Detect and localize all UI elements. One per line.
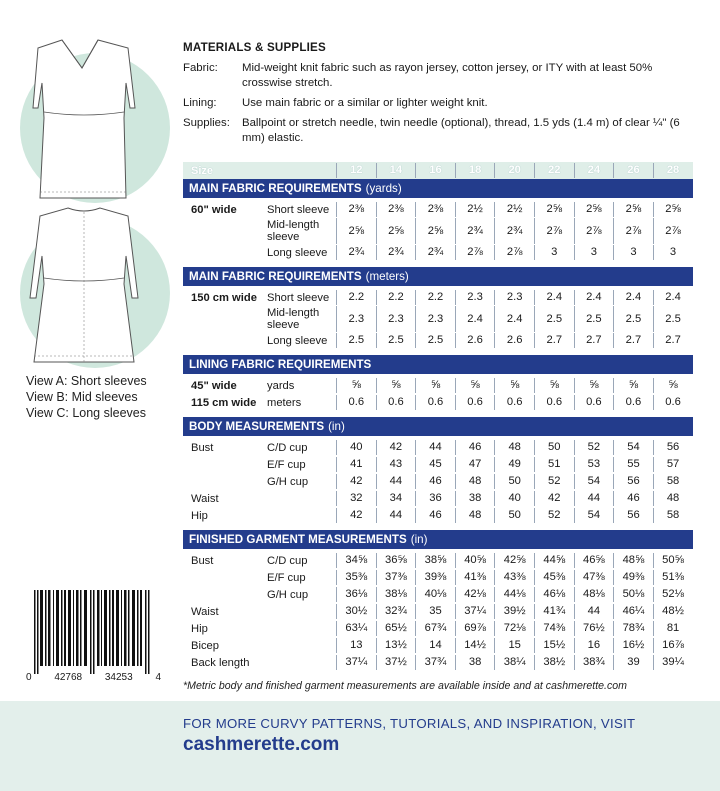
table-cell: 55 (613, 457, 653, 472)
table-cell: 38 (455, 491, 495, 506)
table-row (183, 654, 693, 671)
table-cell: 37½ (376, 655, 416, 670)
table-cell: 52 (534, 474, 574, 489)
requirements-table (183, 162, 693, 671)
table-cell: 13½ (376, 638, 416, 653)
table-cell: 39⅜ (415, 570, 455, 585)
table-row (183, 456, 693, 473)
table-cell: 37⅜ (376, 570, 416, 585)
table-cell: 41⅜ (455, 570, 495, 585)
row-sublabel: Short sleeve (267, 203, 330, 216)
table-cell: 34⅝ (336, 553, 376, 568)
materials-label: Lining: (183, 97, 217, 109)
table-cell: 57 (653, 457, 693, 472)
table-cell: 48 (455, 508, 495, 523)
table-cell: 2.2 (376, 290, 416, 305)
table-cell: ⅝ (494, 378, 534, 393)
table-cell: 2.2 (336, 290, 376, 305)
table-cell: 2⅝ (336, 218, 376, 244)
table-cell: 0.6 (534, 395, 574, 410)
table-cell: 2.6 (455, 333, 495, 348)
table-cell: 44 (415, 440, 455, 455)
table-cell: 2¾ (376, 245, 416, 260)
table-cell: 2¾ (336, 245, 376, 260)
table-row (183, 507, 693, 524)
table-row (183, 586, 693, 603)
section-header (183, 417, 693, 436)
table-cell: 67¾ (415, 621, 455, 636)
table-cell: 2.5 (534, 306, 574, 332)
table-cell: 2.5 (336, 333, 376, 348)
section-unit: (meters) (365, 270, 409, 283)
table-cell: 2.3 (415, 306, 455, 332)
table-cell: 2.5 (376, 333, 416, 348)
row-label: 60" wide (191, 203, 237, 216)
table-cell: 2¾ (455, 218, 495, 244)
table-cell: 14 (415, 638, 455, 653)
table-cell: 42 (376, 440, 416, 455)
size-header-cell: 16 (415, 163, 455, 178)
table-cell: 40⅛ (415, 587, 455, 602)
table-cell: 2.4 (494, 306, 534, 332)
dress-illustration-back (0, 206, 176, 371)
table-cell: 49 (494, 457, 534, 472)
table-cell: 2⅝ (574, 202, 614, 217)
barcode-digit-group2: 34253 (104, 672, 133, 683)
materials-row-fabric (183, 61, 703, 91)
table-cell: 35⅜ (336, 570, 376, 585)
section-title: LINING FABRIC REQUIREMENTS (189, 358, 372, 371)
table-cell: 50⅛ (613, 587, 653, 602)
row-sublabel: Long sleeve (267, 334, 328, 347)
table-cell: 34 (376, 491, 416, 506)
table-cell: 2⅝ (653, 202, 693, 217)
table-cell: 2½ (494, 202, 534, 217)
size-header-cell: 24 (574, 163, 614, 178)
row-sublabel: meters (267, 396, 302, 409)
table-row (183, 306, 693, 332)
table-cell: 2⅞ (455, 245, 495, 260)
table-cell: 2¾ (415, 245, 455, 260)
metric-footnote: *Metric body and finished garment measurements are available inside and at cashmerette.com (183, 680, 627, 692)
table-cell: 46 (415, 474, 455, 489)
table-cell: 2.7 (653, 333, 693, 348)
table-cell: 54 (613, 440, 653, 455)
table-cell: 2¾ (494, 218, 534, 244)
table-cell: 42⅛ (455, 587, 495, 602)
table-row (183, 620, 693, 637)
table-cell: ⅝ (613, 378, 653, 393)
table-cell: 52 (574, 440, 614, 455)
table-cell: 37¼ (336, 655, 376, 670)
table-cell: 13 (336, 638, 376, 653)
table-cell: 47 (455, 457, 495, 472)
size-header-cell: 22 (534, 163, 574, 178)
table-cell: 38¾ (574, 655, 614, 670)
table-cell: 65½ (376, 621, 416, 636)
table-cell: 2⅝ (534, 202, 574, 217)
row-label: Bust (191, 441, 214, 454)
table-cell: 2.6 (494, 333, 534, 348)
table-cell: 74⅜ (534, 621, 574, 636)
size-header-cell: 20 (494, 163, 534, 178)
row-label: Bicep (191, 639, 219, 652)
table-cell: 15 (494, 638, 534, 653)
table-cell: 2.4 (653, 290, 693, 305)
row-label: 115 cm wide (191, 396, 257, 409)
section-header (183, 179, 693, 198)
table-cell: 38⅛ (376, 587, 416, 602)
table-cell: 47⅜ (574, 570, 614, 585)
table-cell: 42 (534, 491, 574, 506)
table-cell: 81 (653, 621, 693, 636)
table-cell: 56 (613, 508, 653, 523)
dress-front-icon (0, 38, 176, 210)
table-cell: 2.7 (613, 333, 653, 348)
dress-illustration-front (0, 38, 176, 208)
table-row (183, 218, 693, 244)
table-cell: 3 (574, 245, 614, 260)
table-cell: 44 (376, 508, 416, 523)
table-cell: 40 (336, 440, 376, 455)
table-cell: 72⅛ (494, 621, 534, 636)
table-cell: 41¾ (534, 604, 574, 619)
table-cell: 2½ (455, 202, 495, 217)
table-cell: 2⅜ (336, 202, 376, 217)
row-sublabel: E/F cup (267, 458, 306, 471)
footer-tagline: FOR MORE CURVY PATTERNS, TUTORIALS, AND INSPIRATION, VISIT (183, 716, 636, 731)
table-cell: 0.6 (574, 395, 614, 410)
table-cell: 53 (574, 457, 614, 472)
table-cell: 45 (415, 457, 455, 472)
table-cell: 38½ (534, 655, 574, 670)
table-cell: 0.6 (336, 395, 376, 410)
table-cell: 2.7 (574, 333, 614, 348)
table-cell: 0.6 (494, 395, 534, 410)
table-cell: 3 (653, 245, 693, 260)
row-label: 150 cm wide (191, 291, 257, 304)
section-body (183, 374, 693, 411)
table-cell: 40⅝ (455, 553, 495, 568)
materials-label: Supplies: (183, 117, 230, 129)
table-cell: 2⅝ (613, 202, 653, 217)
table-cell: 63¼ (336, 621, 376, 636)
table-cell: 2.5 (653, 306, 693, 332)
table-cell: 2⅞ (534, 218, 574, 244)
table-cell: 37¼ (455, 604, 495, 619)
table-cell: 48⅝ (613, 553, 653, 568)
row-label: Hip (191, 622, 208, 635)
table-cell: 32¾ (376, 604, 416, 619)
table-cell: 36⅛ (336, 587, 376, 602)
row-sublabel: E/F cup (267, 571, 306, 584)
table-cell: ⅝ (653, 378, 693, 393)
barcode-digit-group1: 42768 (54, 672, 83, 683)
table-cell: 44 (376, 474, 416, 489)
table-cell: 15½ (534, 638, 574, 653)
table-cell: 58 (653, 508, 693, 523)
table-cell: 51⅜ (653, 570, 693, 585)
table-cell: ⅝ (415, 378, 455, 393)
table-cell: 2⅝ (376, 218, 416, 244)
row-label: Hip (191, 509, 208, 522)
table-cell: 44⅝ (534, 553, 574, 568)
table-cell: 2.5 (415, 333, 455, 348)
table-cell: 50 (494, 508, 534, 523)
table-cell: 2.7 (534, 333, 574, 348)
row-label: Waist (191, 605, 219, 618)
table-cell: 2.3 (376, 306, 416, 332)
table-cell: 48½ (653, 604, 693, 619)
section-title: MAIN FABRIC REQUIREMENTS (189, 182, 362, 195)
table-row (183, 637, 693, 654)
table-cell: 2.3 (494, 290, 534, 305)
table-cell: 36⅝ (376, 553, 416, 568)
table-cell: 39½ (494, 604, 534, 619)
table-row (183, 552, 693, 569)
section-header (183, 530, 693, 549)
table-cell: 46⅝ (574, 553, 614, 568)
row-sublabel: Short sleeve (267, 291, 330, 304)
table-row (183, 439, 693, 456)
table-cell: 16½ (613, 638, 653, 653)
table-cell: 2.5 (613, 306, 653, 332)
table-cell: 0.6 (653, 395, 693, 410)
size-header-row (183, 162, 693, 179)
table-cell: 2.5 (574, 306, 614, 332)
table-cell: 42 (336, 474, 376, 489)
view-b-label: View B: Mid sleeves (26, 390, 138, 404)
table-cell: 35 (415, 604, 455, 619)
size-header-cell: 26 (613, 163, 653, 178)
table-cell: 50 (534, 440, 574, 455)
section-title: BODY MEASUREMENTS (189, 420, 325, 433)
row-sublabel: G/H cup (267, 588, 309, 601)
table-cell: 40 (494, 491, 534, 506)
table-cell: 50 (494, 474, 534, 489)
table-cell: 2.4 (613, 290, 653, 305)
table-cell: 46⅛ (534, 587, 574, 602)
section-body (183, 286, 693, 349)
table-cell: 2⅜ (415, 202, 455, 217)
table-cell: 46 (415, 508, 455, 523)
materials-section (183, 40, 703, 151)
table-cell: 41 (336, 457, 376, 472)
section-title: MAIN FABRIC REQUIREMENTS (189, 270, 362, 283)
table-cell: ⅝ (336, 378, 376, 393)
row-sublabel: yards (267, 379, 295, 392)
table-cell: 38⅝ (415, 553, 455, 568)
section-header (183, 355, 693, 374)
materials-row-supplies (183, 116, 703, 146)
table-cell: 56 (653, 440, 693, 455)
section-unit: (yards) (365, 182, 402, 195)
table-cell: 0.6 (455, 395, 495, 410)
table-cell: 2.3 (336, 306, 376, 332)
table-cell: 56 (613, 474, 653, 489)
section-header (183, 267, 693, 286)
table-row (183, 569, 693, 586)
footer-banner (0, 701, 720, 791)
table-cell: 44 (574, 491, 614, 506)
table-cell: 44⅛ (494, 587, 534, 602)
table-cell: 50⅝ (653, 553, 693, 568)
table-cell: 30½ (336, 604, 376, 619)
table-row (183, 377, 693, 394)
table-cell: 38 (455, 655, 495, 670)
row-sublabel: Mid-length sleeve (267, 307, 320, 331)
table-cell: ⅝ (534, 378, 574, 393)
table-cell: 58 (653, 474, 693, 489)
table-row (183, 394, 693, 411)
table-cell: 46¼ (613, 604, 653, 619)
table-cell: 46 (613, 491, 653, 506)
table-cell: 54 (574, 508, 614, 523)
table-cell: 3 (534, 245, 574, 260)
table-cell: 2.4 (574, 290, 614, 305)
materials-text: Ballpoint or stretch needle, twin needle (optional), thread, 1.5 yds (1.4 m) of clear ¼" (6 mm) elastic. (242, 117, 680, 144)
size-header-cell: 12 (336, 163, 376, 178)
row-sublabel: Mid-length sleeve (267, 219, 320, 243)
table-cell: 48 (494, 440, 534, 455)
materials-label: Fabric: (183, 62, 218, 74)
table-cell: 49⅜ (613, 570, 653, 585)
table-cell: ⅝ (574, 378, 614, 393)
table-cell: 2.4 (455, 306, 495, 332)
barcode-digit-check: 4 (155, 672, 161, 683)
table-cell: 2⅞ (653, 218, 693, 244)
row-label: Waist (191, 492, 219, 505)
table-cell: 2.3 (455, 290, 495, 305)
table-cell: 3 (613, 245, 653, 260)
table-cell: 2.2 (415, 290, 455, 305)
table-cell: 2⅞ (494, 245, 534, 260)
materials-text: Use main fabric or a similar or lighter weight knit. (242, 97, 488, 109)
section-body (183, 549, 693, 671)
table-row (183, 490, 693, 507)
row-sublabel: G/H cup (267, 475, 309, 488)
table-row (183, 289, 693, 306)
table-cell: 43 (376, 457, 416, 472)
table-cell: 2⅜ (376, 202, 416, 217)
barcode-digit-prefix: 0 (26, 672, 32, 683)
table-cell: 52⅛ (653, 587, 693, 602)
table-cell: 45⅜ (534, 570, 574, 585)
table-cell: 48 (455, 474, 495, 489)
table-row (183, 603, 693, 620)
table-cell: 14½ (455, 638, 495, 653)
table-cell: 0.6 (613, 395, 653, 410)
view-c-label: View C: Long sleeves (26, 406, 146, 420)
table-cell: 48⅛ (574, 587, 614, 602)
materials-title: MATERIALS & SUPPLIES (183, 41, 326, 54)
table-row (183, 473, 693, 490)
table-cell: 16⅞ (653, 638, 693, 653)
table-cell: ⅝ (455, 378, 495, 393)
barcode (26, 590, 161, 686)
size-header-cell: 18 (455, 163, 495, 178)
table-cell: 2⅝ (415, 218, 455, 244)
table-cell: 46 (455, 440, 495, 455)
view-a-label: View A: Short sleeves (26, 374, 147, 388)
section-body (183, 436, 693, 524)
size-header-label: Size (191, 164, 214, 177)
footer-website-link[interactable]: cashmerette.com (183, 734, 340, 755)
row-label: 45" wide (191, 379, 237, 392)
section-title: FINISHED GARMENT MEASUREMENTS (189, 533, 407, 546)
table-cell: 52 (534, 508, 574, 523)
barcode-digits (26, 672, 161, 683)
table-cell: 0.6 (376, 395, 416, 410)
table-cell: 2.4 (534, 290, 574, 305)
section-unit: (in) (410, 533, 428, 546)
table-cell: 38¼ (494, 655, 534, 670)
table-cell: 36 (415, 491, 455, 506)
table-cell: 32 (336, 491, 376, 506)
section-body (183, 198, 693, 261)
table-cell: 42 (336, 508, 376, 523)
row-sublabel: Long sleeve (267, 246, 328, 259)
row-label: Bust (191, 554, 214, 567)
table-cell: 2⅞ (574, 218, 614, 244)
table-row (183, 244, 693, 261)
table-cell: 16 (574, 638, 614, 653)
materials-row-lining (183, 96, 703, 111)
table-cell: 76½ (574, 621, 614, 636)
table-cell: 69⅞ (455, 621, 495, 636)
row-sublabel: C/D cup (267, 441, 308, 454)
table-cell: 39¼ (653, 655, 693, 670)
table-cell: 48 (653, 491, 693, 506)
table-cell: 44 (574, 604, 614, 619)
view-list (26, 373, 147, 421)
table-cell: 42⅝ (494, 553, 534, 568)
table-cell: 51 (534, 457, 574, 472)
table-row (183, 201, 693, 218)
dress-back-icon (0, 206, 176, 372)
row-sublabel: C/D cup (267, 554, 308, 567)
table-cell: 78¾ (613, 621, 653, 636)
barcode-icon (26, 590, 161, 674)
table-cell: 39 (613, 655, 653, 670)
table-cell: ⅝ (376, 378, 416, 393)
table-row (183, 332, 693, 349)
size-header-cell: 14 (376, 163, 416, 178)
table-cell: 54 (574, 474, 614, 489)
section-unit: (in) (328, 420, 345, 433)
table-cell: 0.6 (415, 395, 455, 410)
row-label: Back length (191, 656, 250, 669)
materials-text: Mid-weight knit fabric such as rayon jersey, cotton jersey, or ITY with at least 50% crosswise stretch. (242, 62, 653, 89)
table-cell: 37¾ (415, 655, 455, 670)
size-header-cell: 28 (653, 163, 693, 178)
table-cell: 43⅜ (494, 570, 534, 585)
table-cell: 2⅞ (613, 218, 653, 244)
